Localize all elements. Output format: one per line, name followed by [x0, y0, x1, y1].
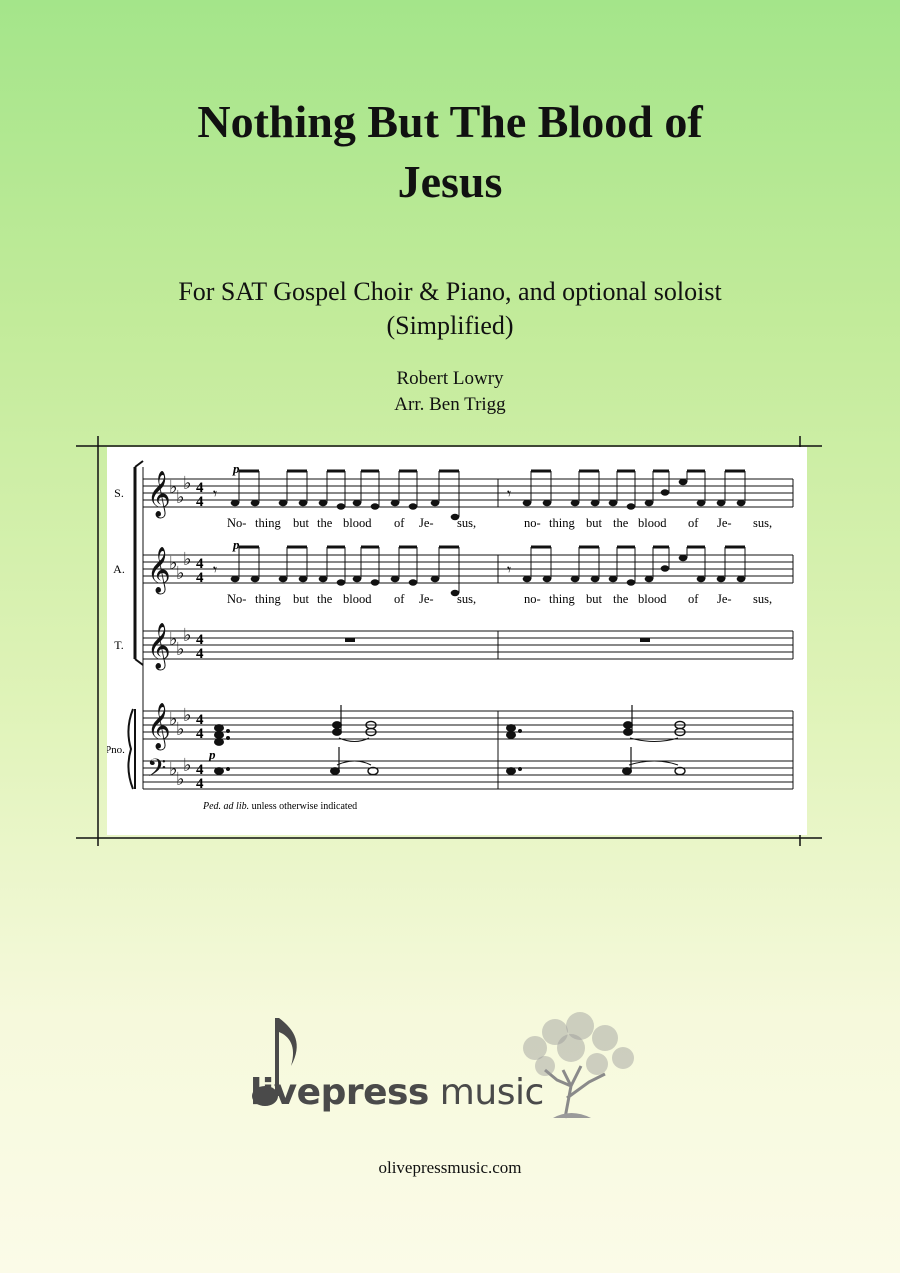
note-head: [697, 576, 706, 582]
note-head: [627, 503, 636, 509]
flat-icon: ♭: [169, 553, 178, 573]
lyric-syllable: of: [394, 592, 405, 606]
note-head: [523, 500, 532, 506]
note-head: [679, 555, 688, 561]
label-alto: A.: [113, 562, 125, 576]
score-svg: [107, 447, 807, 835]
note-head: [353, 500, 362, 506]
dynamic-mark: p: [233, 461, 240, 476]
lyric-syllable: the: [317, 592, 333, 606]
lyric-syllable: blood: [343, 516, 372, 530]
arranger: Arr. Ben Trigg: [394, 394, 506, 415]
lyric-syllable: Je-: [717, 592, 732, 606]
note-head: [353, 576, 362, 582]
lyric-syllable: of: [688, 516, 699, 530]
time-top: 4: [196, 712, 204, 728]
lyric-syllable: of: [394, 516, 405, 530]
notes-alto: [231, 547, 746, 596]
lyric-syllable: blood: [638, 592, 667, 606]
note-head: [609, 500, 618, 506]
lyric-syllable: the: [613, 516, 629, 530]
note-head: [697, 500, 706, 506]
note-head: [737, 576, 746, 582]
lyric-syllable: but: [586, 592, 602, 606]
lyric-syllable: No-: [227, 516, 247, 530]
note-head: [717, 500, 726, 506]
pedal-note-rest: unless otherwise indicated: [249, 801, 358, 812]
note-head: [645, 500, 654, 506]
note-head: [231, 500, 240, 506]
flat-icon: ♭: [183, 473, 192, 493]
lyric-syllable: sus,: [753, 592, 773, 606]
lyrics-alto: [227, 592, 772, 606]
note-head: [431, 576, 440, 582]
note-head: [431, 500, 440, 506]
note-head: [319, 500, 328, 506]
note-head: [661, 489, 670, 495]
flat-icon: ♭: [169, 629, 178, 649]
whole-rest: [640, 638, 650, 642]
logo-light: music: [428, 1072, 544, 1113]
bass-clef-icon: 𝄢: [147, 755, 167, 788]
flat-icon: ♭: [176, 487, 185, 507]
whole-rest: [345, 638, 355, 642]
lyric-syllable: no-: [524, 516, 541, 530]
flat-icon: ♭: [176, 769, 185, 789]
note-head: [299, 500, 308, 506]
dynamic-mark: p: [209, 747, 216, 762]
note-head: [391, 576, 400, 582]
label-tenor: T.: [114, 638, 124, 652]
staff-piano-rh: [143, 711, 793, 789]
note-head: [319, 576, 328, 582]
lyric-syllable: the: [317, 516, 333, 530]
flat-icon: ♭: [176, 563, 185, 583]
composer: Robert Lowry: [396, 368, 504, 389]
note-head: [409, 579, 418, 585]
lyric-syllable: sus,: [753, 516, 773, 530]
logo-wordmark: [250, 1072, 544, 1113]
lyric-syllable: thing: [255, 592, 281, 606]
note-head: [391, 500, 400, 506]
lyric-syllable: sus,: [457, 592, 477, 606]
pedal-note-italic: Ped. ad lib.: [203, 801, 250, 812]
treble-clef-icon: 𝄞: [147, 471, 171, 516]
label-soprano: S.: [114, 486, 124, 500]
time-top: 4: [196, 480, 204, 496]
note-head: [543, 576, 552, 582]
note-head: [279, 576, 288, 582]
note-head: [591, 500, 600, 506]
lyric-syllable: thing: [549, 592, 575, 606]
note-head: [371, 579, 380, 585]
flat-icon: ♭: [183, 625, 192, 645]
flat-icon: ♭: [169, 477, 178, 497]
lyric-syllable: the: [613, 592, 629, 606]
title-line-1: Nothing But The Blood of: [197, 96, 703, 147]
note-head: [737, 500, 746, 506]
note-head: [679, 479, 688, 485]
time-bottom: 4: [196, 646, 204, 662]
staff-soprano: [143, 479, 793, 507]
note-head: [627, 579, 636, 585]
flat-icon: ♭: [183, 705, 192, 725]
system-bracket: [128, 461, 143, 789]
footer-url[interactable]: olivepressmusic.com: [378, 1158, 522, 1177]
note-head: [371, 503, 380, 509]
note-head: [645, 576, 654, 582]
lyric-syllable: but: [586, 516, 602, 530]
time-top: 4: [196, 762, 204, 778]
note-head: [251, 576, 260, 582]
note-head: [337, 579, 346, 585]
staff-piano-lh: [143, 761, 793, 789]
time-bottom: 4: [196, 494, 204, 510]
lyric-syllable: of: [688, 592, 699, 606]
lyric-syllable: but: [293, 592, 309, 606]
page-title: [0, 92, 900, 212]
lyric-syllable: blood: [638, 516, 667, 530]
note-head: [337, 503, 346, 509]
note-head: [279, 500, 288, 506]
staff-tenor: [143, 631, 793, 659]
note-head: [251, 500, 260, 506]
lyric-syllable: thing: [255, 516, 281, 530]
flat-icon: ♭: [183, 755, 192, 775]
note-head: [231, 576, 240, 582]
notes-soprano: [231, 471, 746, 520]
note-head: [299, 576, 308, 582]
treble-clef-icon: 𝄞: [147, 547, 171, 592]
lyric-syllable: but: [293, 516, 309, 530]
lyric-syllable: blood: [343, 592, 372, 606]
lyric-syllable: Je-: [419, 516, 434, 530]
note-head: [717, 576, 726, 582]
flat-icon: ♭: [169, 709, 178, 729]
time-bottom: 4: [196, 570, 204, 586]
flat-icon: ♭: [176, 639, 185, 659]
svg-text:𝄾: 𝄾: [507, 486, 512, 503]
credits: [0, 366, 900, 418]
lyric-syllable: Je-: [419, 592, 434, 606]
note-head: [571, 576, 580, 582]
pedal-note: [202, 801, 357, 812]
note-head: [661, 565, 670, 571]
subtitle-line-2: (Simplified): [386, 311, 514, 340]
lyric-syllable: no-: [524, 592, 541, 606]
svg-text:𝄾: 𝄾: [507, 562, 512, 579]
treble-clef-icon: 𝄞: [147, 703, 171, 748]
time-signatures: [196, 480, 204, 792]
flat-icon: ♭: [176, 719, 185, 739]
dynamic-mark: p: [233, 537, 240, 552]
logo-bold: livepress: [250, 1072, 429, 1113]
note-head: [543, 500, 552, 506]
flat-icon: ♭: [183, 549, 192, 569]
time-bottom: 4: [196, 776, 204, 792]
note-head: [571, 500, 580, 506]
subtitle-line-1: For SAT Gospel Choir & Piano, and optional soloist: [178, 277, 722, 306]
piano-chords: [215, 705, 686, 775]
score-preview: [107, 447, 807, 835]
lyrics-soprano: [227, 516, 772, 530]
flat-icon: ♭: [169, 759, 178, 779]
time-top: 4: [196, 556, 204, 572]
time-top: 4: [196, 632, 204, 648]
label-piano: Pno.: [107, 744, 125, 756]
lyric-syllable: thing: [549, 516, 575, 530]
treble-clef-icon: 𝄞: [147, 623, 171, 668]
lyric-syllable: sus,: [457, 516, 477, 530]
svg-text:𝄾: 𝄾: [213, 562, 218, 579]
publisher-logo: [245, 1008, 645, 1128]
subtitle: [0, 275, 900, 343]
lyric-syllable: No-: [227, 592, 247, 606]
svg-text:𝄾: 𝄾: [213, 486, 218, 503]
time-bottom: 4: [196, 726, 204, 742]
note-head: [591, 576, 600, 582]
note-head: [409, 503, 418, 509]
lyric-syllable: Je-: [717, 516, 732, 530]
title-line-2: Jesus: [397, 156, 503, 207]
note-head: [523, 576, 532, 582]
staff-alto: [143, 555, 793, 583]
clefs-keys: [147, 471, 192, 789]
note-head: [609, 576, 618, 582]
